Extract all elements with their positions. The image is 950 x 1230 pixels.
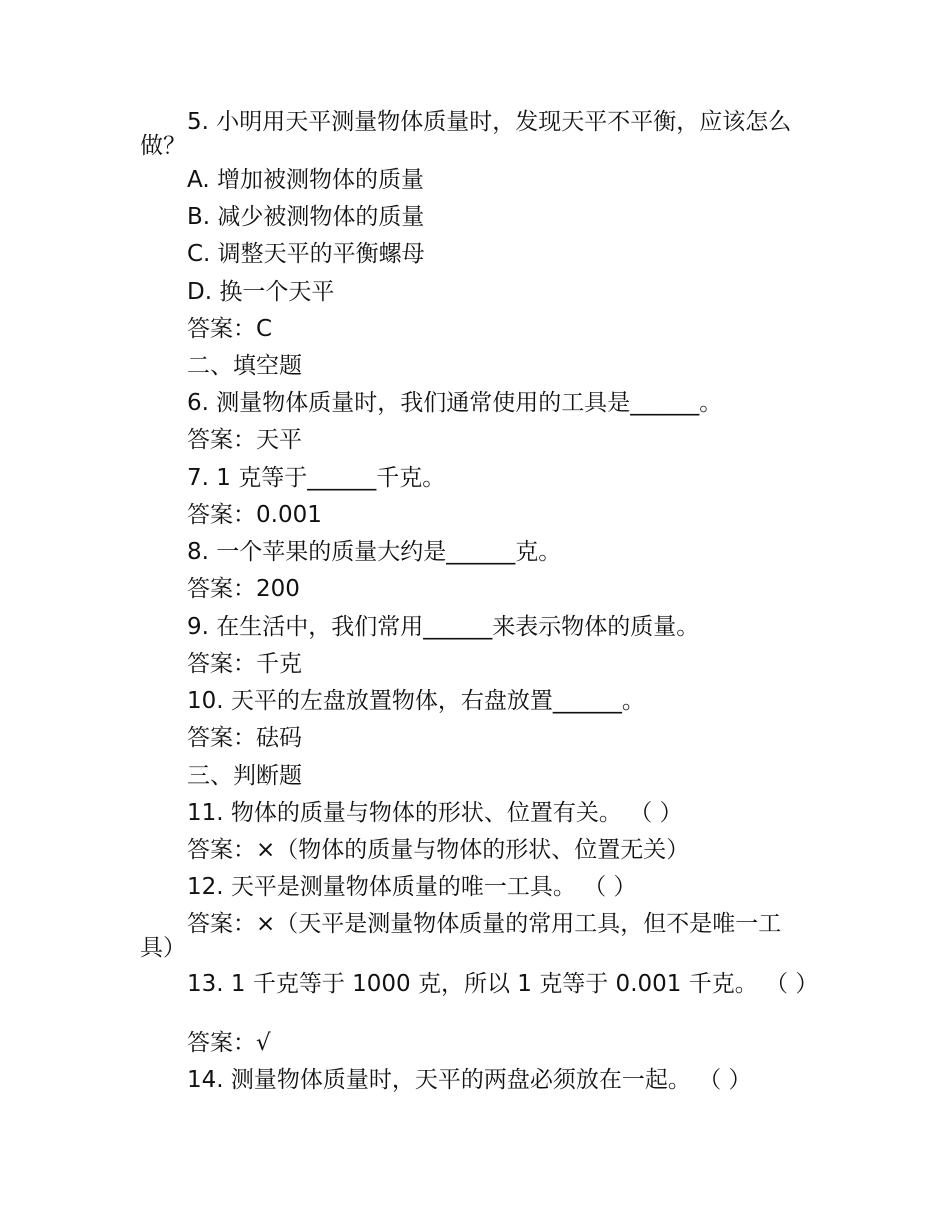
option-b: B. 减少被测物体的质量 bbox=[187, 204, 425, 230]
answer-12: 答案：×（天平是测量物体质量的常用工具，但不是唯一工具） bbox=[140, 911, 782, 961]
answer-10: 答案：砝码 bbox=[187, 725, 302, 751]
answer-6: 答案：天平 bbox=[187, 427, 302, 453]
question-14-text: 14. 测量物体质量时，天平的两盘必须放在一起。 （ ） bbox=[187, 1067, 752, 1093]
question-5-text: 5. 小明用天平测量物体质量时，发现天平不平衡，应该怎么做？ bbox=[140, 109, 792, 159]
question-7-text: 7. 1 克等于______千克。 bbox=[187, 465, 446, 491]
answer-7: 答案：0.001 bbox=[187, 502, 322, 528]
question-11-text: 11. 物体的质量与物体的形状、位置有关。 （ ） bbox=[187, 800, 683, 826]
answer-9: 答案：千克 bbox=[187, 651, 302, 677]
question-6-text: 6. 测量物体质量时，我们通常使用的工具是______。 bbox=[187, 390, 723, 416]
option-a: A. 增加被测物体的质量 bbox=[187, 167, 424, 193]
section-fill-in-heading: 二、填空题 bbox=[187, 353, 302, 379]
answer-13: 答案：√ bbox=[187, 1030, 271, 1056]
answer-11: 答案：×（物体的质量与物体的形状、位置无关） bbox=[187, 837, 690, 863]
question-9-text: 9. 在生活中，我们常用______来表示物体的质量。 bbox=[187, 614, 700, 640]
question-13-text: 13. 1 千克等于 1000 克，所以 1 克等于 0.001 千克。 （ ） bbox=[187, 971, 819, 997]
option-d: D. 换一个天平 bbox=[187, 279, 335, 305]
question-10-text: 10. 天平的左盘放置物体，右盘放置______。 bbox=[187, 688, 645, 714]
answer-8: 答案：200 bbox=[187, 576, 300, 602]
answer-5: 答案：C bbox=[187, 316, 273, 342]
question-8-text: 8. 一个苹果的质量大约是______克。 bbox=[187, 539, 562, 565]
section-true-false-heading: 三、判断题 bbox=[187, 763, 302, 789]
question-12-text: 12. 天平是测量物体质量的唯一工具。 （ ） bbox=[187, 874, 637, 900]
option-c: C. 调整天平的平衡螺母 bbox=[187, 241, 425, 267]
